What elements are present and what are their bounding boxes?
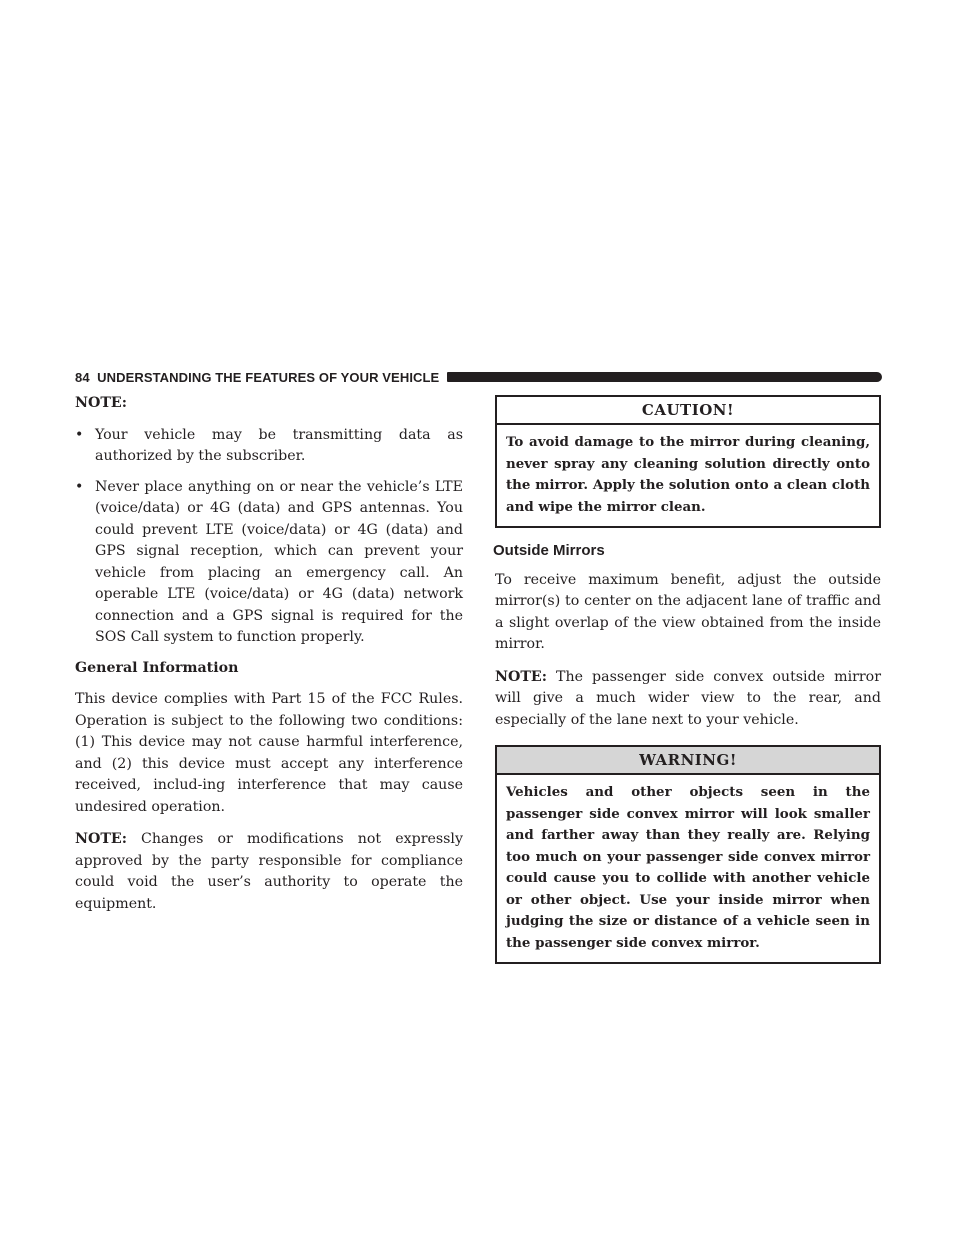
caution-title: CAUTION! [497,397,879,425]
bullet-icon: • [75,478,84,495]
general-information-text: This device complies with Part 15 of the FCC Rules. Operation is subject to the following two conditions: (1) This device may not cause harmful interference, and (2) this device must accept any interference received, includ-ing interference that may cause undesired operation. [75,691,463,815]
note-paragraph [495,667,881,732]
bullet-text: Never place anything on or near the vehicle’s LTE (voice/data) or 4G (data) and GPS antennas. You could prevent LTE (voice/data) or 4G (data) and GPS signal reception, which can prevent your vehicle from placing an emergency call. An operable LTE (voice/data) or 4G (data) network connection and a GPS signal is required for the SOS Call system to function properly. [95,478,463,645]
warning-text: Vehicles and other objects seen in the passenger side convex mirror will look smaller and farther away than they really are. Relying too much on your passenger side convex mirror could cause you to collide with another vehicle or other object. Use your inside mirror when judging the size or distance of a vehicle seen in the passenger side convex mirror. [506,784,870,951]
note-text: Changes or modifications not expressly approved by the party responsible for compliance could void the user’s authority to operate the equipment. [75,831,463,912]
general-information-heading: General Information [75,659,239,676]
warning-title: WARNING! [497,747,879,775]
header-rule [447,372,882,382]
bullet-item [75,477,463,649]
caution-box [495,395,881,528]
bullet-item [75,425,463,468]
note-label: NOTE: [75,831,127,847]
note-paragraph [75,829,463,915]
section-title: UNDERSTANDING THE FEATURES OF YOUR VEHICLE [97,369,440,385]
warning-box [495,745,881,964]
note-label: NOTE: [495,668,547,685]
right-column [495,395,881,976]
note-text: The passenger side convex outside mirror will give a much wider view to the rear, and especially of the lane next to your vehicle. [495,668,881,728]
page-header-text [75,370,439,385]
note-label: NOTE: [75,395,127,411]
page-number: 84 [75,369,90,385]
outside-mirrors-text: To receive maximum benefit, adjust the outside mirror(s) to center on the adjacent lane of traffic and a slight overlap of the view obtained from the inside mirror. [495,571,881,652]
outside-mirrors-heading: Outside Mirrors [493,542,605,559]
left-column [75,393,463,926]
bullet-text: Your vehicle may be transmitting data as authorized by the subscriber. [95,426,463,464]
bullet-icon: • [75,426,84,443]
page-header [75,370,882,384]
note-bullet-list [75,425,463,649]
caution-text: To avoid damage to the mirror during cleaning, never spray any cleaning solution directly onto the mirror. Apply the solution onto a clean cloth and wipe the mirror clean. [506,434,870,515]
